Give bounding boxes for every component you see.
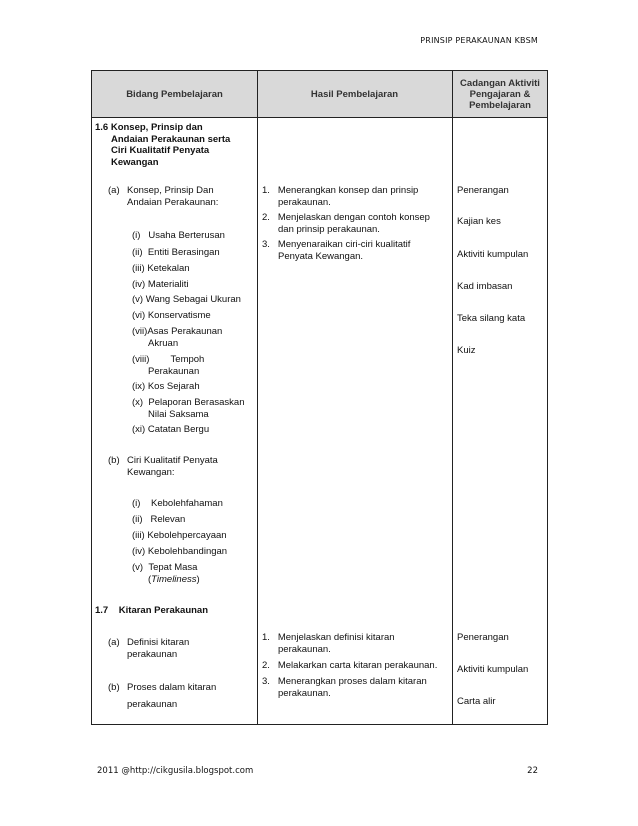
activity-item: Kuiz [457, 345, 476, 356]
list-item: (vii)Asas Perakaunan Akruan [132, 326, 223, 349]
list-item: (v) Tepat Masa (Timeliness) [132, 562, 200, 585]
topic-text: Definisi kitaran perakaunan [127, 637, 190, 660]
activity-item: Kajian kes [457, 216, 501, 227]
activity-item: Penerangan [457, 632, 509, 643]
section-1-6-heading: 1.6 Konsep, Prinsip dan Andaian Perakaunan serta Ciri Kualitatif Penyata Kewangan [95, 122, 231, 168]
outcome-item: 1. Menjelaskan definisi kitaran perakaunan. [262, 632, 395, 655]
footer-source: 2011 @http://cikgusila.blogspot.com [97, 766, 254, 776]
list-item: (i) Kebolehfahaman [132, 498, 223, 509]
list-item: (iii) Kebolehpercayaan [132, 530, 227, 541]
column-divider [452, 71, 453, 724]
header-hasil-pembelajaran: Hasil Pembelajaran [310, 88, 399, 100]
header-cadangan-aktiviti: Cadangan Aktiviti Pengajaran & Pembelajaran [460, 77, 540, 111]
list-item: (i) Usaha Berterusan [132, 230, 225, 241]
topic-label: (a) [108, 185, 120, 196]
list-item: (vi) Konservatisme [132, 310, 211, 321]
page-header-title: PRINSIP PERAKAUNAN KBSM [420, 36, 538, 45]
list-item: (viii) Tempoh Perakaunan [132, 354, 205, 377]
list-item: (x) Pelaporan Berasaskan Nilai Saksama [132, 397, 245, 420]
list-item: (iv) Kebolehbandingan [132, 546, 228, 557]
activity-item: Teka silang kata [457, 313, 526, 324]
topic-label: (b) [108, 682, 120, 693]
page-number: 22 [527, 766, 538, 776]
activity-item: Carta alir [457, 696, 496, 707]
outcome-item: 3. Menerangkan proses dalam kitaran perakaunan. [262, 676, 427, 699]
curriculum-table [91, 70, 548, 725]
activity-item: Aktiviti kumpulan [457, 664, 529, 675]
list-item: (xi) Catatan Bergu [132, 424, 210, 435]
topic-label: (b) [108, 455, 120, 466]
activity-item: Aktiviti kumpulan [457, 249, 529, 260]
list-item: (iv) Materialiti [132, 279, 189, 290]
header-bidang-pembelajaran: Bidang Pembelajaran [126, 88, 223, 100]
column-divider [257, 71, 258, 724]
topic-label: (a) [108, 637, 120, 648]
outcome-item: 3. Menyenaraikan ciri-ciri kualitatif Penyata Kewangan. [262, 239, 411, 262]
outcome-item: 2. Menjelaskan dengan contoh konsep dan prinsip perakaunan. [262, 212, 430, 235]
activity-item: Kad imbasan [457, 281, 513, 292]
topic-text: Konsep, Prinsip Dan Andaian Perakaunan: [127, 185, 219, 208]
list-item: (ix) Kos Sejarah [132, 381, 200, 392]
list-item: (v) Wang Sebagai Ukuran [132, 294, 241, 305]
section-1-7-heading: 1.7 Kitaran Perakaunan [95, 605, 209, 616]
list-item: (ii) Entiti Berasingan [132, 247, 220, 258]
list-item: (iii) Ketekalan [132, 263, 190, 274]
outcome-item: 2. Melakarkan carta kitaran perakaunan. [262, 660, 438, 671]
topic-text: Proses dalam kitaran perakaunan [127, 682, 217, 710]
page-footer [97, 766, 538, 776]
outcome-item: 1. Menerangkan konsep dan prinsip perakaunan. [262, 185, 419, 208]
topic-text: Ciri Kualitatif Penyata Kewangan: [127, 455, 218, 478]
activity-item: Penerangan [457, 185, 509, 196]
list-item: (ii) Relevan [132, 514, 186, 525]
table-header-row [92, 71, 547, 118]
